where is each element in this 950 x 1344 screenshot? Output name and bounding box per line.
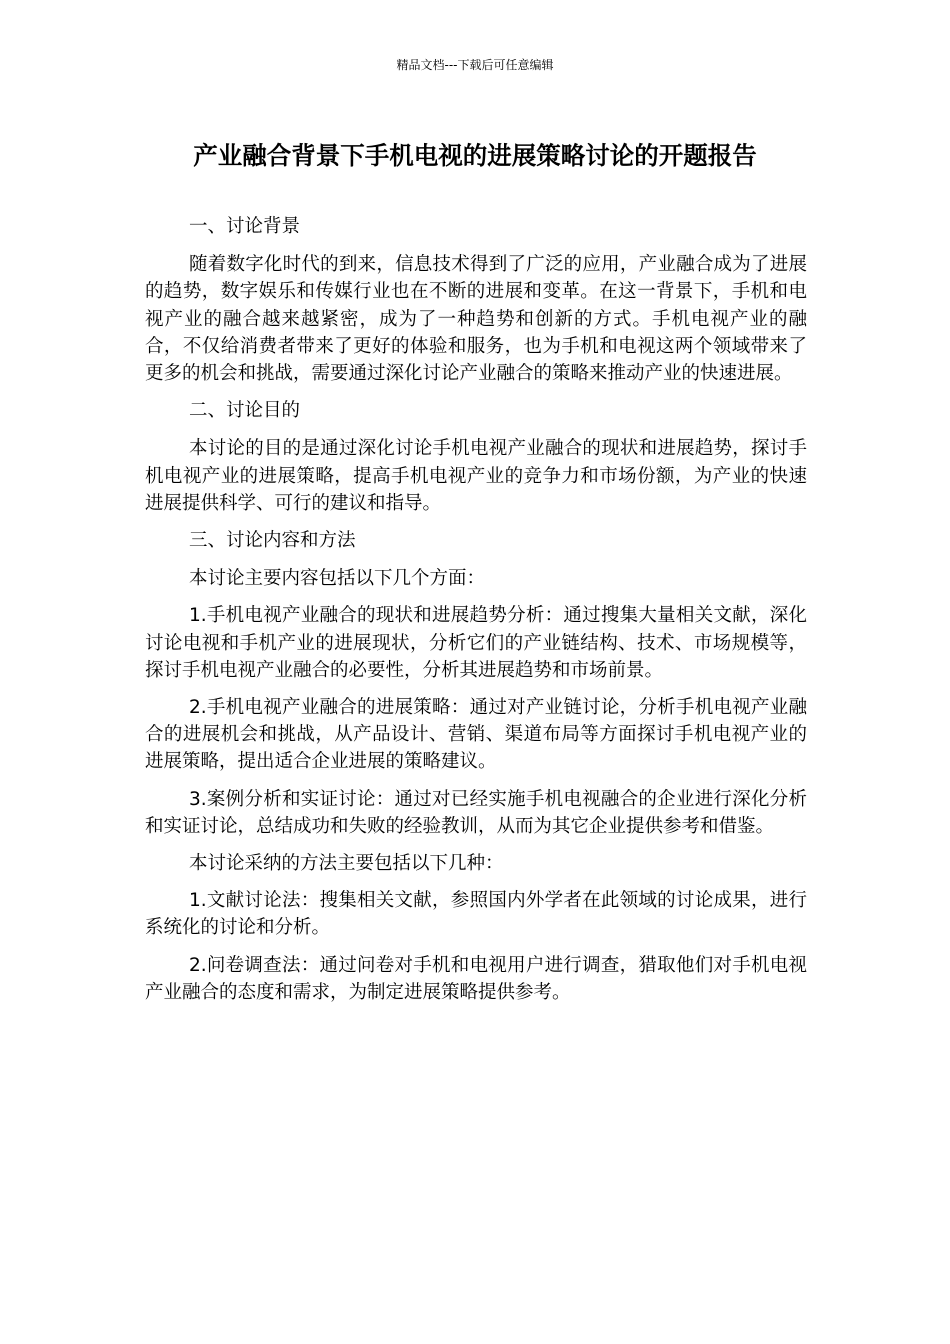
document-title: 产业融合背景下手机电视的进展策略讨论的开题报告 <box>193 141 757 170</box>
section-heading-background: 一、讨论背景 <box>189 216 301 237</box>
list-item-method-1: 1.文献讨论法：搜集相关文献，参照国内外学者在此领域的讨论成果，进行系统化的讨论和分析。 <box>145 890 807 939</box>
paragraph-content-intro: 本讨论主要内容包括以下几个方面： <box>189 568 486 590</box>
paragraph-methods-intro: 本讨论采纳的方法主要包括以下几种： <box>189 853 504 875</box>
section-heading-purpose: 二、讨论目的 <box>189 400 301 422</box>
list-item-content-2: 2.手机电视产业融合的进展策略：通过对产业链讨论，分析手机电视产业融合的进展机会和挑战，从产品设计、营销、渠道布局等方面探讨手机电视产业的进展策略，提出适合企业进展的策略建议。 <box>145 697 807 773</box>
page-header: 精品文档---下载后可任意编辑 <box>396 58 554 72</box>
section-heading-content-methods: 三、讨论内容和方法 <box>189 530 356 552</box>
paragraph-background: 随着数字化时代的到来，信息技术得到了广泛的应用，产业融合成为了进展的趋势，数字娱乐和传媒行业也在不断的进展和变革。在这一背景下，手机和电视产业的融合越来越紧密，成为了一种趋势和创新的方式。手机电视产业的融合，不仅给消费者带来了更好的体验和服务，也为手机和电视这两个领域带来了更多的机会和挑战，需要通过深化讨论产业融合的策略来推动产业的快速进展。 <box>145 254 807 385</box>
list-item-content-3: 3.案例分析和实证讨论：通过对已经实施手机电视融合的企业进行深化分析和实证讨论，总结成功和失败的经验教训，从而为其它企业提供参考和借鉴。 <box>145 788 807 837</box>
list-item-content-1: 1.手机电视产业融合的现状和进展趋势分析：通过搜集大量相关文献，深化讨论电视和手机产业的进展现状，分析它们的产业链结构、技术、市场规模等，探讨手机电视产业融合的必要性，分析其进展趋势和市场前景。 <box>145 605 807 681</box>
document-body <box>145 213 807 1016</box>
paragraph-purpose: 本讨论的目的是通过深化讨论手机电视产业融合的现状和进展趋势，探讨手机电视产业的进展策略，提高手机电视产业的竞争力和市场份额，为产业的快速进展提供科学、可行的建议和指导。 <box>145 438 807 514</box>
list-item-method-2: 2.问卷调查法：通过问卷对手机和电视用户进行调查，猎取他们对手机电视产业融合的态度和需求，为制定进展策略提供参考。 <box>145 954 807 1003</box>
